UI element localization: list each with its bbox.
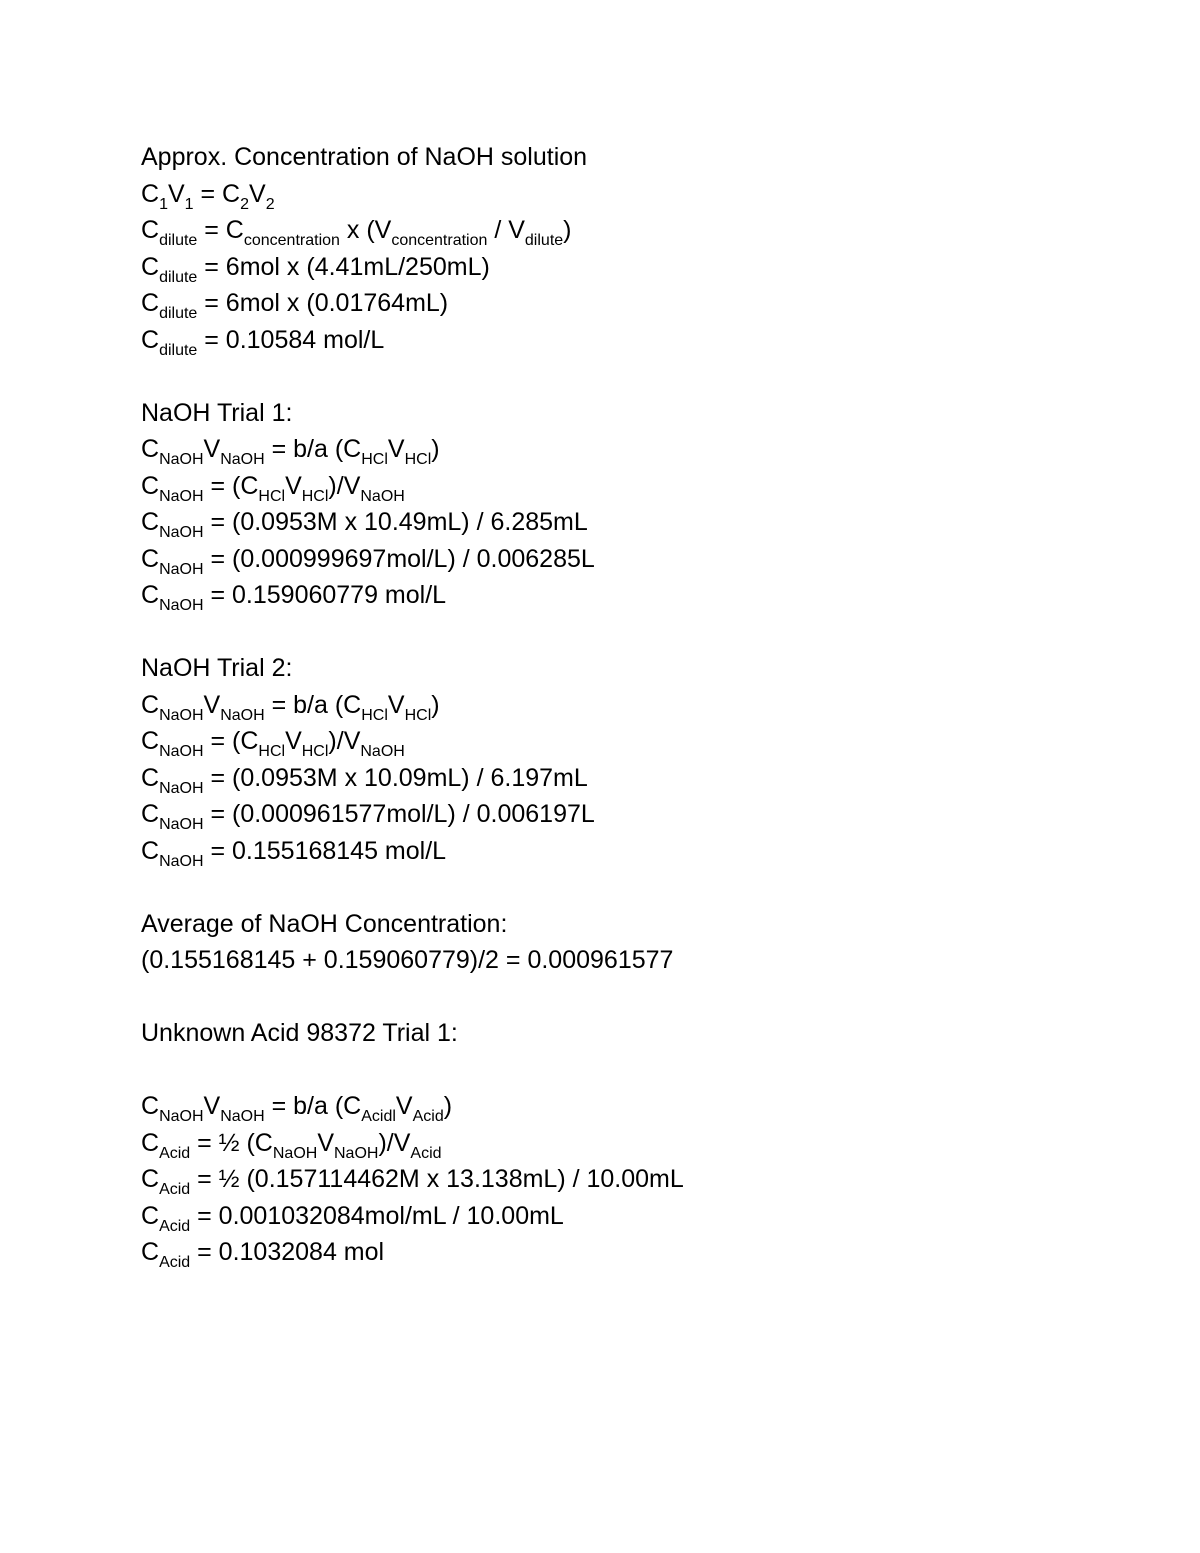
- section-heading: [141, 395, 1141, 432]
- line-text: / V: [487, 216, 525, 244]
- line-text: C: [141, 179, 160, 208]
- line-text: C: [141, 836, 160, 865]
- line-text: C: [141, 1092, 160, 1120]
- line-text: = C: [197, 216, 244, 244]
- line-text: NaOH Trial 1:: [141, 398, 293, 427]
- line-text: V: [285, 727, 302, 755]
- line-text: C: [141, 508, 160, 536]
- section-gap: [141, 869, 1141, 906]
- line-text: ): [431, 435, 440, 463]
- line-text: ): [563, 216, 572, 244]
- line-text: = (0.000961577mol/L) / 0.006197L: [203, 800, 595, 828]
- line-text: C: [141, 325, 160, 354]
- line-text: C: [141, 471, 160, 500]
- subscript: Acid: [159, 1254, 191, 1271]
- section-heading: [141, 139, 1141, 176]
- equation-line: [141, 431, 1141, 468]
- line-text: ): [431, 690, 440, 719]
- subscript: NaOH: [159, 560, 204, 578]
- equation-line: [141, 468, 1141, 505]
- line-text: = b/a (C: [264, 1092, 362, 1120]
- line-text: = 0.001032084mol/mL / 10.00mL: [190, 1201, 564, 1230]
- line-text: C: [141, 763, 160, 792]
- line-text: V: [203, 1092, 221, 1120]
- line-text: C: [141, 727, 160, 755]
- line-text: C: [141, 690, 160, 719]
- subscript: Acid: [412, 1108, 444, 1125]
- section-gap: [141, 1052, 1141, 1089]
- line-text: C: [141, 1201, 160, 1230]
- line-text: C: [141, 252, 160, 281]
- line-text: V: [249, 179, 266, 208]
- line-text: V: [285, 471, 302, 500]
- line-text: x (V: [339, 216, 392, 244]
- subscript: HCl: [258, 743, 286, 760]
- subscript: NaOH: [159, 779, 204, 797]
- line-text: C: [141, 800, 160, 828]
- subscript: dilute: [159, 268, 198, 286]
- line-text: V: [317, 1128, 334, 1157]
- line-text: Unknown Acid 98372 Trial 1:: [141, 1019, 458, 1047]
- subscript: HCl: [361, 451, 388, 468]
- subscript: Acid: [159, 1181, 191, 1198]
- subscript: HCl: [361, 706, 388, 724]
- line-text: Approx. Concentration of NaOH solution: [141, 143, 588, 171]
- calc-section: [141, 1088, 1141, 1271]
- subscript: HCl: [258, 487, 286, 505]
- subscript: HCl: [404, 706, 432, 724]
- line-text: = 0.10584 mol/L: [197, 325, 385, 354]
- section-gap: [141, 979, 1141, 1016]
- line-text: = b/a (C: [264, 690, 362, 719]
- subscript: HCl: [301, 487, 329, 505]
- equation-line: [141, 212, 1141, 249]
- subscript: NaOH: [220, 451, 265, 468]
- subscript: NaOH: [159, 816, 204, 833]
- line-text: Average of NaOH Concentration:: [141, 909, 508, 938]
- equation-line: [141, 322, 1141, 359]
- subscript: concentration: [391, 232, 488, 249]
- line-text: NaOH Trial 2:: [141, 654, 293, 682]
- section-heading: [141, 1015, 1141, 1052]
- equation-line: [141, 1125, 1141, 1162]
- equation-line: [141, 1088, 1141, 1125]
- line-text: = 6mol x (0.01764mL): [197, 289, 449, 317]
- subscript: 2: [265, 195, 275, 213]
- subscript: NaOH: [159, 597, 204, 614]
- equation-line: [141, 796, 1141, 833]
- subscript: Acid: [410, 1144, 442, 1162]
- line-text: V: [203, 690, 221, 719]
- equation-line: [141, 285, 1141, 322]
- subscript: NaOH: [159, 524, 204, 541]
- subscript: 1: [159, 195, 168, 213]
- line-text: = b/a (C: [264, 435, 362, 463]
- line-text: C: [141, 435, 160, 463]
- subscript: 2: [240, 195, 250, 213]
- subscript: NaOH: [159, 852, 204, 870]
- line-text: = (C: [203, 727, 259, 755]
- line-text: = (0.0953M x 10.49mL) / 6.285mL: [203, 508, 588, 536]
- subscript: NaOH: [159, 487, 204, 505]
- line-text: = 6mol x (4.41mL/250mL): [197, 252, 490, 281]
- equation-line: [141, 577, 1141, 614]
- subscript: NaOH: [159, 451, 204, 468]
- line-text: C: [141, 1165, 160, 1193]
- subscript: 1: [184, 195, 194, 213]
- subscript: NaOH: [159, 743, 204, 760]
- line-text: = 0.159060779 mol/L: [203, 581, 447, 609]
- subscript: dilute: [159, 232, 198, 249]
- subscript: NaOH: [220, 706, 265, 724]
- subscript: Acid: [159, 1144, 191, 1162]
- line-text: = 0.155168145 mol/L: [203, 836, 447, 865]
- section-gap: [141, 358, 1141, 395]
- equation-line: [141, 723, 1141, 760]
- line-text: C: [141, 544, 160, 573]
- calc-section: [141, 906, 1141, 979]
- line-text: = ½ (0.157114462M x 13.138mL) / 10.00mL: [190, 1165, 684, 1193]
- subscript: concentration: [243, 232, 340, 249]
- line-text: = (C: [203, 471, 259, 500]
- subscript: NaOH: [159, 1108, 204, 1125]
- line-text: C: [141, 289, 160, 317]
- subscript: HCl: [301, 743, 329, 760]
- subscript: NaOH: [220, 1108, 265, 1125]
- equation-line: [141, 833, 1141, 870]
- line-text: C: [141, 1128, 160, 1157]
- equation-line: [141, 249, 1141, 286]
- section-gap: [141, 614, 1141, 651]
- calc-section: [141, 139, 1141, 358]
- line-text: V: [387, 435, 405, 463]
- subscript: Acidl: [361, 1108, 396, 1125]
- line-text: V: [387, 690, 405, 719]
- subscript: dilute: [524, 232, 564, 249]
- equation-line: [141, 504, 1141, 541]
- line-text: C: [141, 581, 160, 609]
- line-text: ): [443, 1092, 453, 1120]
- line-text: (0.155168145 + 0.159060779)/2 = 0.000961577: [141, 946, 674, 974]
- line-text: )/V: [328, 727, 361, 755]
- line-text: = 0.1032084 mol: [190, 1238, 385, 1266]
- line-text: = (0.000999697mol/L) / 0.006285L: [203, 544, 595, 573]
- subscript: NaOH: [159, 706, 204, 724]
- equation-line: [141, 1234, 1141, 1271]
- subscript: HCl: [404, 451, 432, 468]
- calc-section: [141, 395, 1141, 614]
- equation-line: [141, 687, 1141, 724]
- line-text: V: [395, 1092, 413, 1120]
- line-text: V: [203, 435, 221, 463]
- equation-line: [141, 760, 1141, 797]
- subscript: NaOH: [272, 1144, 318, 1162]
- equation-line: [141, 1161, 1141, 1198]
- equation-line: [141, 176, 1141, 213]
- line-text: = ½ (C: [190, 1128, 273, 1157]
- subscript: Acid: [159, 1217, 191, 1235]
- section-heading: [141, 650, 1141, 687]
- line-text: C: [141, 1238, 160, 1266]
- equation-line: [141, 541, 1141, 578]
- subscript: NaOH: [360, 743, 405, 760]
- equation-line: [141, 1198, 1141, 1235]
- line-text: )/V: [328, 471, 361, 500]
- subscript: NaOH: [334, 1144, 379, 1162]
- calc-section: [141, 650, 1141, 869]
- subscript: dilute: [159, 341, 198, 359]
- subscript: NaOH: [360, 487, 405, 505]
- line-text: C: [141, 216, 160, 244]
- document-body: [141, 139, 1141, 1271]
- line-text: = (0.0953M x 10.09mL) / 6.197mL: [203, 763, 588, 792]
- line-text: = C: [193, 179, 241, 208]
- line-text: )/V: [378, 1128, 411, 1157]
- equation-line: [141, 942, 1141, 979]
- calc-section: [141, 1015, 1141, 1052]
- line-text: V: [167, 179, 185, 208]
- subscript: dilute: [159, 305, 198, 322]
- section-heading: [141, 906, 1141, 943]
